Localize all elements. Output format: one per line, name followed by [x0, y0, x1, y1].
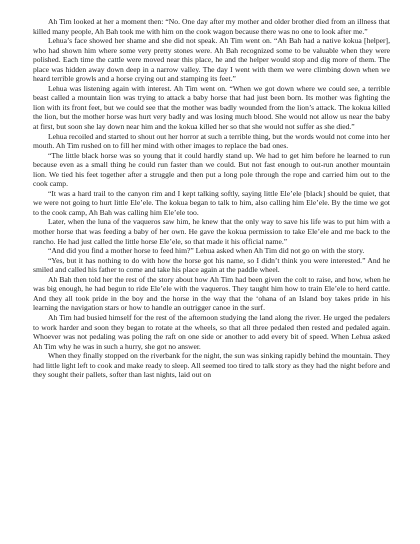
paragraph: Ah Tim looked at her a moment then: “No. One day after my mother and older brother died from an illness that killed many people, Ah Bah took me with him on the cook wagon because there was no one to look after me.” — [33, 17, 390, 36]
paragraph: “It was a hard trail to the canyon rim and I kept talking softly, saying little Ele’ele [black] should be quiet, that we were not going to hurt little Ele’ele. The kokua began to talk to him, also calling him Ele’ele. By the time we got to the cook camp, Ah Bah was calling him Ele’ele too. — [33, 188, 390, 217]
paragraph: “And did you find a mother horse to feed him?” Lehua asked when Ah Tim did not go on with the story. — [48, 246, 365, 256]
paragraph: Lehua recoiled and started to shout out her horror at such a terrible thing, but the words would not come into her mouth. Ah Tim rushed on to fill her mind with other images to replace the bad ones. — [33, 131, 390, 151]
paragraph: Ah Tim had busied himself for the rest of the afternoon studying the land along the river. He urged the pedalers to work harder and soon they began to rotate at the wheels, so that all three pedaled then rested and pedaled again. Whoever was not pedaling was poling the raft on one side or another to add every bit of speed. When Lehua asked Ah Tim why he was in such a hurry, she got no answer. — [33, 312, 390, 351]
paragraph: “The little black horse was so young that it could hardly stand up. We had to get him before he learned to run because even as a small thing he could run faster than we could. But not fast enough to out-run another mountain lion. We tied his feet together after a struggle and then put a long pole through the rope and carried him out to the cook camp. — [33, 150, 390, 189]
paragraph: Later, when the luna of the vaqueros saw him, he knew that the only way to save his life was to put him with a mother horse that was feeding a baby of her own. He gave the kokua permission to take Ele’ele and me back to the rancho. He had just called the little horse Ele’ele, so that made it his official name.” — [33, 217, 390, 246]
paragraph: When they finally stopped on the riverbank for the night, the sun was sinking rapidly behind the mountain. They had little light left to cook and make ready to sleep. All seemed too tired to talk story as they had the night before and they sought their pallets, softer than last nights, laid out on — [33, 351, 390, 380]
paragraph: Lehua was listening again with interest. Ah Tim went on. “When we got down where we could see, a terrible beast called a mountain lion was trying to attack a baby horse that had just been born. Its mother was fighting the lion with its front feet, but we could see that the mother was badly wounded from the lion’s attack. The kokua killed the lion, but the mother horse was hurt very badly and was losing much blood. She would not allow us near the baby at first, but soon she lay down near him and the kokua killed her so that she would not suffer as she died.” — [33, 83, 390, 132]
paragraph: Ah Bah then told her the rest of the story about how Ah Tim had been given the colt to raise, and how, when he was big enough, he had begun to ride Ele’ele with the vaqueros. They taught him how to train Ele’ele to herd cattle. And they all took pride in the boy and the horse in the way that the ‘ohana of an Island boy takes pride in his learning the navigation stars or how to handle an outrigger canoe in the surf. — [33, 274, 390, 313]
paragraph: Lehua’s face showed her shame and she did not speak. Ah Tim went on. “Ah Bah had a native kokua [helper], who had shown him where some very pretty stones were. Ah Bah recognized some to be valuable when they were polished. Each time the cattle were moved near this place, he and the helper would stop and dig more of them. The place was hidden away down deep in a narrow valley. The day I went with them we were climbing down when we heard terrible growls and a horse crying out and stamping its feet.” — [33, 36, 390, 84]
paragraph: “Yes, but it has nothing to do with how the horse got his name, so I didn’t think you were interested.” And he smiled and called his father to come and take his place again at the paddle wheel. — [33, 255, 390, 275]
